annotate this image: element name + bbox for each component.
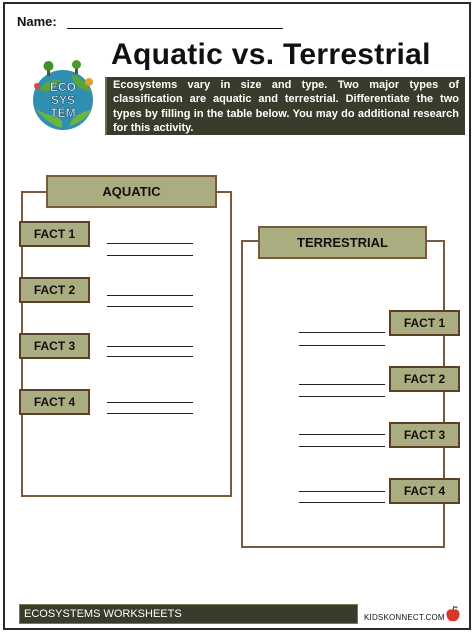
- terrestrial-fact-3-line-2[interactable]: [299, 446, 385, 447]
- aquatic-fact-1-line-2[interactable]: [107, 255, 193, 256]
- terrestrial-fact-2-label: FACT 2: [389, 366, 460, 392]
- ecosystem-globe-logo: [25, 60, 101, 136]
- brand-text: KIDSKONNECT.COM: [364, 613, 445, 622]
- intro-paragraph: Ecosystems vary in size and type. Two major types of classification are aquatic and terrestrial. Differentiate the two types by filling in the table below. You may do additional research for this activity.: [105, 77, 465, 135]
- worksheet-page: [3, 2, 471, 630]
- footer-band: [19, 604, 358, 624]
- apple-icon: [445, 605, 461, 623]
- aquatic-fact-2-line-2[interactable]: [107, 306, 193, 307]
- terrestrial-fact-4-label: FACT 4: [389, 478, 460, 504]
- aquatic-fact-1-line-1[interactable]: [107, 243, 193, 244]
- terrestrial-fact-1-label: FACT 1: [389, 310, 460, 336]
- aquatic-fact-2-label: FACT 2: [19, 277, 90, 303]
- aquatic-fact-4-line-2[interactable]: [107, 413, 193, 414]
- terrestrial-fact-3-line-1[interactable]: [299, 434, 385, 435]
- aquatic-fact-4-line-1[interactable]: [107, 402, 193, 403]
- terrestrial-heading: TERRESTRIAL: [258, 226, 427, 259]
- logo-text-line1: ECO: [49, 80, 77, 94]
- footer-label: ECOSYSTEMS WORKSHEETS: [24, 608, 182, 620]
- terrestrial-fact-2-line-2[interactable]: [299, 396, 385, 397]
- name-label: Name:: [17, 14, 57, 29]
- logo-text-line2: SYS: [50, 93, 76, 107]
- aquatic-fact-3-label: FACT 3: [19, 333, 90, 359]
- terrestrial-fact-2-line-1[interactable]: [299, 384, 385, 385]
- aquatic-fact-3-line-2[interactable]: [107, 356, 193, 357]
- terrestrial-fact-4-line-1[interactable]: [299, 491, 385, 492]
- aquatic-fact-4-label: FACT 4: [19, 389, 90, 415]
- page-title: Aquatic vs. Terrestrial: [111, 38, 431, 71]
- aquatic-heading: AQUATIC: [46, 175, 217, 208]
- terrestrial-fact-3-label: FACT 3: [389, 422, 460, 448]
- aquatic-fact-3-line-1[interactable]: [107, 346, 193, 347]
- name-input-line[interactable]: [67, 28, 283, 29]
- terrestrial-fact-1-line-1[interactable]: [299, 332, 385, 333]
- aquatic-fact-2-line-1[interactable]: [107, 295, 193, 296]
- terrestrial-fact-4-line-2[interactable]: [299, 502, 385, 503]
- terrestrial-fact-1-line-2[interactable]: [299, 345, 385, 346]
- logo-text-line3: TEM: [50, 106, 76, 120]
- aquatic-fact-1-label: FACT 1: [19, 221, 90, 247]
